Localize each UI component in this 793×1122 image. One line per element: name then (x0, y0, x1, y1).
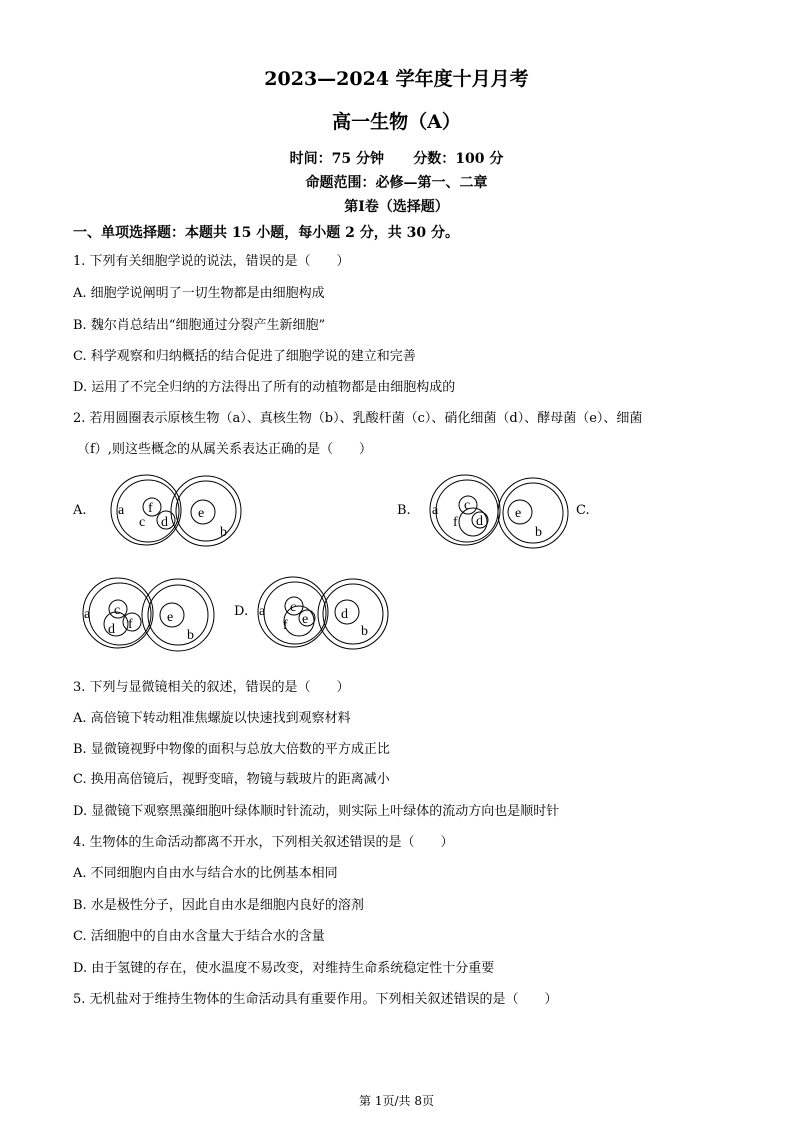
diagram-option-a (110, 474, 250, 550)
label-c: c (464, 498, 471, 513)
label-a: a (84, 607, 91, 622)
label-f: f (148, 501, 153, 516)
question-2-stem-line1: 2. 若用圆圈表示原核生物（a）、真核生物（b）、乳酸杆菌（c）、硝化细菌（d）、酵母菌（e）、细菌 (73, 411, 643, 426)
question-2-stem-line2: （f）,则这些概念的从属关系表达正确的是（ ） (77, 442, 372, 457)
label-e: e (302, 612, 309, 627)
label-a: a (432, 503, 439, 518)
question-2-option-a-label: A. (73, 503, 87, 518)
exam-title: 2023—2024 学年度十月月考 (264, 68, 529, 90)
label-a: a (259, 604, 266, 619)
label-b: b (361, 624, 368, 639)
question-4-option-b: B. 水是极性分子，因此自由水是细胞内良好的溶剂 (73, 898, 364, 913)
question-3-option-d: D. 显微镜下观察黑藻细胞叶绿体顺时针流动，则实际上叶绿体的流动方向也是顺时针 (73, 804, 560, 819)
label-b: b (535, 525, 542, 540)
label-d: d (161, 515, 168, 530)
question-5-stem: 5. 无机盐对于维持生物体的生命活动具有重要作用。下列相关叙述错误的是（ ） (73, 992, 558, 1007)
question-1-stem: 1. 下列有关细胞学说的说法，错误的是（ ） (73, 254, 350, 269)
question-1-option-a: A. 细胞学说阐明了一切生物都是由细胞构成 (73, 286, 325, 301)
diagram-option-d (255, 575, 395, 651)
label-f: f (128, 617, 133, 632)
subject-title: 高一生物（A） (332, 111, 461, 133)
question-3-stem: 3. 下列与显微镜相关的叙述，错误的是（ ） (73, 680, 350, 695)
question-3-option-c: C. 换用高倍镜后，视野变暗，物镜与载玻片的距离减小 (73, 772, 390, 787)
time-score-info: 时间：75 分钟 分数：100 分 (289, 151, 504, 167)
question-3-option-b: B. 显微镜视野中物像的面积与总放大倍数的平方成正比 (73, 742, 390, 757)
label-d: d (108, 622, 115, 637)
label-f: f (283, 618, 288, 633)
label-a: a (118, 503, 125, 518)
diagram-option-c (80, 576, 220, 652)
question-1-option-c: C. 科学观察和归纳概括的结合促进了细胞学说的建立和完善 (73, 349, 416, 364)
question-3-option-a: A. 高倍镜下转动粗准焦螺旋以快速找到观察材料 (73, 711, 351, 726)
label-d: d (341, 607, 348, 622)
section-heading: 一、单项选择题：本题共 15 小题，每小题 2 分，共 30 分。 (73, 225, 459, 241)
page-footer: 第 1页/共 8页 (359, 1094, 434, 1108)
label-c: c (290, 600, 297, 615)
label-e: e (515, 506, 522, 521)
question-2-option-b-label: B. (397, 503, 411, 518)
label-e: e (167, 610, 174, 625)
question-2-option-d-label: D. (234, 604, 249, 619)
label-d: d (476, 514, 483, 529)
scope-info: 命题范围：必修—第一、二章 (305, 175, 488, 191)
question-4-option-d: D. 由于氢键的存在，使水温度不易改变，对维持生命系统稳定性十分重要 (73, 961, 495, 976)
question-2-option-c-label: C. (576, 503, 590, 518)
label-f: f (453, 515, 458, 530)
question-4-option-c: C. 活细胞中的自由水含量大于结合水的含量 (73, 929, 325, 944)
volume-title: 第Ⅰ卷（选择题） (344, 199, 449, 215)
diagram-option-b (427, 474, 577, 550)
question-1-option-b: B. 魏尔肖总结出“细胞通过分裂产生新细胞” (73, 318, 326, 333)
question-4-stem: 4. 生物体的生命活动都离不开水，下列相关叙述错误的是（ ） (73, 835, 454, 850)
label-e: e (198, 506, 205, 521)
label-c: c (114, 603, 121, 618)
label-b: b (220, 525, 227, 540)
question-4-option-a: A. 不同细胞内自由水与结合水的比例基本相同 (73, 866, 338, 881)
label-b: b (187, 628, 194, 643)
question-1-option-d: D. 运用了不完全归纳的方法得出了所有的动植物都是由细胞构成的 (73, 380, 456, 395)
label-c: c (139, 515, 146, 530)
